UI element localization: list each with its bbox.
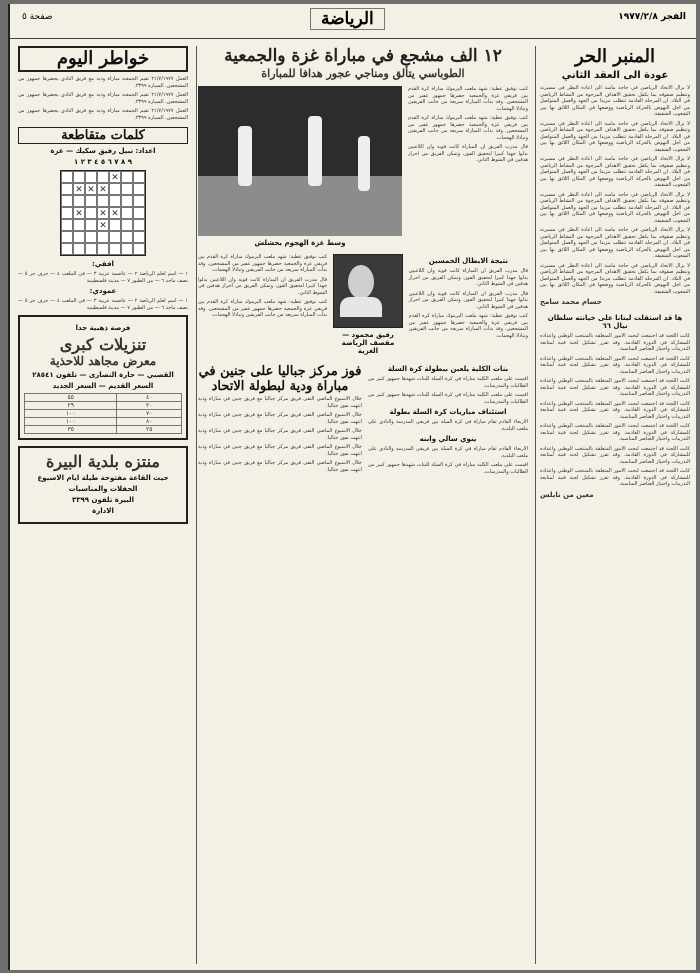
crossword-cell <box>73 195 85 207</box>
price-cell: ١٠٠ <box>25 418 117 426</box>
crossword-header: ٩ ٨ ٧ ٦ ٥ ٤ ٣ ٢ ١ <box>73 158 133 166</box>
price-row <box>25 418 182 426</box>
shoe-advertisement <box>18 315 188 440</box>
crossword-cell <box>133 195 145 207</box>
crossword-cell <box>133 207 145 219</box>
crossword-cell <box>61 171 73 183</box>
crossword-cell: ✕ <box>73 207 85 219</box>
crossword-down-label: عمودي: <box>89 287 117 295</box>
story-title: استئناف مباريات كرة السلة بطولة <box>389 408 507 416</box>
features-body: العمل ٢١/٧/١٩٧٧ تقيم الجمعية مباراة ودية مع فريق النادي يحضرها جمهور من المشجعين. السيارة ٣٣٩٩. <box>18 92 188 105</box>
crossword-cell <box>97 243 109 255</box>
crossword-cell <box>97 231 109 243</box>
crossword-cell <box>73 231 85 243</box>
story-body: اقيمت على ملعب الكلية مباراة في كرة السلة للبنات شهدها جمهور كبير من الطالبات والمدرسات. <box>368 376 528 389</box>
price-cell: ٢٠ <box>117 402 182 410</box>
crossword-cell <box>133 243 145 255</box>
crossword-cell <box>61 207 73 219</box>
crossword-cell <box>61 219 73 231</box>
second-article-body: كانت اللجنة قد اجتمعت لبحث الامور المتعلقة بالمنتخب الوطني واعداده للمشاركة في الدورة القادمة. وقد تقرر تشكيل لجنة فنية لمتابعة التدريبات واختيار العناصر المناسبة. <box>540 445 690 465</box>
ad-shop-name: معرض مجاهد للاحذية <box>49 354 157 368</box>
photo-caption: وسط غزة الهجوم يحشلش <box>254 239 346 247</box>
second-article-body: كانت اللجنة قد اجتمعت لبحث الامور المتعلقة بالمنتخب الوطني واعداده للمشاركة في الدورة القادمة. وقد تقرر تشكيل لجنة فنية لمتابعة التدريبات واختيار العناصر المناسبة. <box>540 423 690 442</box>
second-article-title: ها قد استقلت لبنانا على خيانته سلطان نيال ٦٦ <box>547 314 683 330</box>
crossword-cell <box>61 183 73 195</box>
newspaper-page <box>8 4 696 970</box>
story-body: كتب نوفيق عطية: شهد ملعب اليرموك مباراة كرة القدم بين فريقي غزة والجمعية حضرها جمهور غفير من المشجعين. وقد بدأت المباراة سريعة من جانب الفريقين وتبادلا الهجمات. <box>198 254 328 273</box>
story-body: كتب نوفيق عطية: شهد ملعب اليرموك مباراة كرة القدم بين فريقي غزة والجمعية حضرها جمهور غفير من المشجعين. وقد بدأت المباراة سريعة من جانب الفريقين وتبادلا الهجمات. <box>198 299 328 318</box>
crossword-cell <box>133 219 145 231</box>
story-body: اقيمت على ملعب الكلية مباراة في كرة السلة للبنات شهدها جمهور كبير من الطالبات والمدرسات. <box>368 392 528 405</box>
crossword-cell <box>61 243 73 255</box>
second-article-body: كانت اللجنة قد اجتمعت لبحث الامور المتعلقة بالمنتخب الوطني واعداده للمشاركة في الدورة القادمة. وقد تقرر تشكيل لجنة فنية لمتابعة التدريبات واختيار العناصر المناسبة. <box>540 400 690 420</box>
crossword-cell <box>133 171 145 183</box>
park-title: منتزه بلدية البيرة <box>46 452 160 471</box>
second-article-body: كانت اللجنة قد اجتمعت لبحث الامور المتعلقة بالمنتخب الوطني واعداده للمشاركة في الدورة القادمة. وقد تقرر تشكيل لجنة فنية لمتابعة التدريبات واختيار العناصر المناسبة. <box>540 355 690 375</box>
masthead <box>10 4 696 39</box>
price-cell: ١٠٠ <box>25 410 117 418</box>
crossword-cell <box>61 231 73 243</box>
opinion-subtitle: عودة الى العقد الثاني <box>561 70 669 81</box>
crossword-cell <box>73 219 85 231</box>
crossword-cell <box>109 195 121 207</box>
park-subtitle: حيث القاعة مفتوحة طيلة ايام الاسبوع <box>37 474 169 482</box>
crossword-cell: ✕ <box>109 171 121 183</box>
crossword-cell <box>133 231 145 243</box>
story-title: نتيجة الابطال الخمسين <box>428 257 509 265</box>
opinion-body: لا يزال الاتحاد الرياضي في حاجة ماسة الى اعادة النظر في مسيرته وتنظيم صفوفه بما يكفل تحقيق الاهداف المرجوة من النشاط الرياضي في البلاد. ان المرحلة القادمة تتطلب مزيدا من الجهد والعمل المتواصل من اجل النهوض بالحركة الرياضية ووضعها في المكان اللائق بها بين الشعوب الشقيقة. <box>540 156 690 188</box>
story-body: قال مدرب الفريق ان المباراة كانت قوية وان اللاعبين بذلوا جهدا كبيرا لتحقيق الفوز، وتمكن الفريق من احراز هدفين في الشوط الثاني. <box>408 268 528 287</box>
crossword-cell <box>121 183 133 195</box>
crossword-cell <box>73 243 85 255</box>
crossword-cell <box>109 231 121 243</box>
crossword-cell <box>121 195 133 207</box>
crossword-title: كلمات متقاطعة <box>18 127 188 144</box>
crossword-cell <box>73 171 85 183</box>
ad-tagline: فرصة ذهبية جدا <box>75 324 131 332</box>
crossword-cell <box>85 219 97 231</box>
story-body: الاربعاء القادم تقام مباراة في كرة السلة بين فريقي المدرسة والنادي على ملعب البلدية. <box>368 446 528 459</box>
second-article-body: كانت اللجنة قد اجتمعت لبحث الامور المتعلقة بالمنتخب الوطني واعداده للمشاركة في الدورة القادمة. وقد تقرر تشكيل لجنة فنية لمتابعة التدريبات واختيار العناصر المناسبة. <box>540 333 690 352</box>
price-cell: ٢٥ <box>117 426 182 434</box>
price-table <box>24 393 182 434</box>
football-photo <box>198 86 402 236</box>
crossword-cell: ✕ <box>85 183 97 195</box>
crossword-author: اعداد: نبيل رفيق سكيك — غزة <box>50 147 156 155</box>
page-number: صفحة ٥ <box>22 12 53 22</box>
opinion-body: لا يزال الاتحاد الرياضي في حاجة ماسة الى اعادة النظر في مسيرته وتنظيم صفوفه بما يكفل تحقيق الاهداف المرجوة من النشاط الرياضي في البلاد. ان المرحلة القادمة تتطلب مزيدا من الجهد والعمل المتواصل من اجل النهوض بالحركة الرياضية ووضعها في المكان اللائق بها بين الشعوب الشقيقة. <box>540 85 690 117</box>
crossword-cell <box>109 219 121 231</box>
crossword-cell <box>85 171 97 183</box>
story-headline: فوز مركز جباليا على جنين في مباراة ودية لبطولة الاتحاد <box>198 364 362 394</box>
story-body: الاربعاء القادم تقام مباراة في كرة السلة بين فريقي المدرسة والنادي على ملعب البلدية. <box>368 419 528 432</box>
crossword-cell <box>97 195 109 207</box>
story-body: اقيمت على ملعب الكلية مباراة في كرة السلة للبنات شهدها جمهور كبير من الطالبات والمدرسات. <box>368 462 528 475</box>
crossword-cell: ✕ <box>97 219 109 231</box>
opinion-body: لا يزال الاتحاد الرياضي في حاجة ماسة الى اعادة النظر في مسيرته وتنظيم صفوفه بما يكفل تحقيق الاهداف المرجوة من النشاط الرياضي في البلاد. ان المرحلة القادمة تتطلب مزيدا من الجهد والعمل المتواصل من اجل النهوض بالحركة الرياضية ووضعها في المكان اللائق بها بين الشعوب الشقيقة. <box>540 227 690 259</box>
crossword-cell <box>61 195 73 207</box>
crossword-cell <box>85 195 97 207</box>
opinion-body: لا يزال الاتحاد الرياضي في حاجة ماسة الى اعادة النظر في مسيرته وتنظيم صفوفه بما يكفل تحقيق الاهداف المرجوة من النشاط الرياضي في البلاد. ان المرحلة القادمة تتطلب مزيدا من الجهد والعمل المتواصل من اجل النهوض بالحركة الرياضية ووضعها في المكان اللائق بها بين الشعوب الشقيقة. <box>540 191 690 224</box>
price-row <box>25 402 182 410</box>
paper-date: الفجر ١٩٧٧/٢/٨ <box>618 12 686 22</box>
story-body: قال مدرب الفريق ان المباراة كانت قوية وان اللاعبين بذلوا جهدا كبيرا لتحقيق الفوز، وتمكن الفريق من احراز هدفين في الشوط الثاني. <box>198 276 328 296</box>
crossword-cell <box>121 171 133 183</box>
crossword-cell <box>85 207 97 219</box>
price-cell: ٤٠ <box>117 394 182 402</box>
story-body: خلال الاسبوع الماضي التقى فريق مركز جباليا مع فريق جنين في مباراة ودية انتهت بفوز جباليا. <box>198 428 362 441</box>
crossword-cell <box>109 183 121 195</box>
column-rule <box>535 46 536 964</box>
features-title: خواطر اليوم <box>18 46 188 72</box>
story-body: خلال الاسبوع الماضي التقى فريق مركز جباليا مع فريق جنين في مباراة ودية انتهت بفوز جباليا. <box>198 460 362 473</box>
story-column <box>408 86 528 250</box>
crossword-cell <box>85 243 97 255</box>
author-signature: حسام محمد سامح <box>540 298 602 306</box>
price-cell: ٨٠ <box>117 418 182 426</box>
portrait-caption: رفيق محمود — مقصف الرياضة الغزية <box>341 331 395 355</box>
story-body: قال مدرب الفريق ان المباراة كانت قوية وان اللاعبين بذلوا جهدا كبيرا لتحقيق الفوز، وتمكن الفريق من احراز هدفين في الشوط الثاني. <box>408 290 528 310</box>
crossword-cell <box>133 183 145 195</box>
crossword-cell <box>97 171 109 183</box>
ad-headline: تنزيلات كبرى <box>59 335 147 354</box>
features-body: العمل ٢١/٧/١٩٧٧ تقيم الجمعية مباراة ودية مع فريق النادي يحضرها جمهور من المشجعين. السيارة ٣٣٩٩. <box>18 76 188 89</box>
story-title: بنات الكلية يلعبن ببطولة كرة السلة <box>387 365 509 373</box>
opinion-body: لا يزال الاتحاد الرياضي في حاجة ماسة الى اعادة النظر في مسيرته وتنظيم صفوفه بما يكفل تحقيق الاهداف المرجوة من النشاط الرياضي في البلاد. ان المرحلة القادمة تتطلب مزيدا من الجهد والعمل المتواصل من اجل النهوض بالحركة الرياضية ووضعها في المكان اللائق بها بين الشعوب الشقيقة. <box>540 262 690 295</box>
story-body: قال مدرب الفريق ان المباراة كانت قوية وان اللاعبين بذلوا جهدا كبيرا لتحقيق الفوز، وتمكن الفريق من احراز هدفين في الشوط الثاني. <box>408 144 528 163</box>
crossword-cell <box>109 243 121 255</box>
crossword-clues: ١ — اسم لعلم الرياضة ٢ — عاصمة عربية ٣ — في الملعب ٤ — حرف جر ٥ — نصف ماجد ٦ — من الطيور ٧ — مدينة فلسطينية <box>18 271 188 284</box>
price-cell: ٢٩ <box>25 402 117 410</box>
crossword-cell <box>121 219 133 231</box>
second-article-body: كانت اللجنة قد اجتمعت لبحث الامور المتعلقة بالمنتخب الوطني واعداده للمشاركة في الدورة القادمة. وقد تقرر تشكيل لجنة فنية لمتابعة التدريبات واختيار العناصر المناسبة. <box>540 378 690 397</box>
park-events: الحفلات والمناسبات <box>68 485 138 493</box>
crossword-cell: ✕ <box>97 183 109 195</box>
price-cell: ٣٥ <box>25 426 117 434</box>
story-body: خلال الاسبوع الماضي التقى فريق مركز جباليا مع فريق جنين في مباراة ودية انتهت بفوز جباليا. <box>198 444 362 457</box>
story-body: خلال الاسبوع الماضي التقى فريق مركز جباليا مع فريق جنين في مباراة ودية انتهت بفوز جباليا. <box>198 412 362 425</box>
price-row <box>25 394 182 402</box>
story-body: كتب نوفيق عطية: شهد ملعب اليرموك مباراة كرة القدم بين فريقي غزة والجمعية حضرها جمهور غفير من المشجعين. وقد بدأت المباراة سريعة من جانب الفريقين وتبادلا الهجمات. <box>408 115 528 141</box>
story-body: كتب نوفيق عطية: شهد ملعب اليرموك مباراة كرة القدم بين فريقي غزة والجمعية حضرها جمهور غفير من المشجعين. وقد بدأت المباراة سريعة من جانب الفريقين وتبادلا الهجمات. <box>408 86 528 112</box>
crossword-cell <box>121 231 133 243</box>
park-advertisement <box>18 446 188 524</box>
story-title: ينوي سالي وابنه <box>419 435 477 443</box>
crossword-clues: ١ — اسم لعلم الرياضة ٢ — عاصمة عربية ٣ — في الملعب ٤ — حرف جر ٥ — نصف ماجد ٦ — من الطيور ٧ — مدينة فلسطينية <box>18 298 188 311</box>
opinion-title: المنبر الحر <box>575 46 655 67</box>
player-portrait <box>333 254 403 328</box>
ad-address: القصبي — حارة النصارى — تلفون ٢٨٥٤١ <box>32 371 174 379</box>
opinion-body: لا يزال الاتحاد الرياضي في حاجة ماسة الى اعادة النظر في مسيرته وتنظيم صفوفه بما يكفل تحقيق الاهداف المرجوة من النشاط الرياضي في البلاد. ان المرحلة القادمة تتطلب مزيدا من الجهد والعمل المتواصل من اجل النهوض بالحركة الرياضية ووضعها في المكان اللائق بها بين الشعوب الشقيقة. <box>540 120 690 153</box>
column-rule <box>196 46 197 964</box>
features-column <box>18 46 188 961</box>
price-cell: ٧٠ <box>117 410 182 418</box>
price-row <box>25 426 182 434</box>
features-body: العمل ٢١/٧/١٩٧٧ تقيم الجمعية مباراة ودية مع فريق النادي يحضرها جمهور من المشجعين. السيارة ٣٣٩٩. <box>18 108 188 121</box>
crossword-cell: ✕ <box>109 207 121 219</box>
main-subheadline: الطوباسي يتألق ومناجي عجور هدافا للمباراة <box>261 67 465 80</box>
price-header: السعر القديم — السعر الجديد <box>52 382 154 390</box>
crossword-cell: ✕ <box>97 207 109 219</box>
price-cell: ٥٥ <box>25 394 117 402</box>
crossword-cell <box>121 243 133 255</box>
park-phone: البيرة تلفون ٣٣٩٩ <box>71 496 135 504</box>
story-body: خلال الاسبوع الماضي التقى فريق مركز جباليا مع فريق جنين في مباراة ودية انتهت بفوز جباليا. <box>198 396 362 409</box>
park-footer: الادارة <box>92 507 114 515</box>
crossword-cell <box>121 207 133 219</box>
section-title: الرياضة <box>310 8 385 30</box>
sports-main-column <box>198 46 528 616</box>
opinion-column <box>540 46 690 961</box>
main-headline: ١٢ الف مشجع في مباراة غزة والجمعية <box>224 46 502 66</box>
crossword-cell: ✕ <box>73 183 85 195</box>
footer-signature: معين من نابلس <box>540 490 594 499</box>
story-body: كتب نوفيق عطية: شهد ملعب اليرموك مباراة كرة القدم بين فريقي غزة والجمعية حضرها جمهور غفير من المشجعين. وقد بدأت المباراة سريعة من جانب الفريقين وتبادلا الهجمات. <box>408 313 528 339</box>
crossword-grid <box>60 170 146 256</box>
crossword-across-label: افقي: <box>92 260 114 268</box>
price-row <box>25 410 182 418</box>
second-article-body: كانت اللجنة قد اجتمعت لبحث الامور المتعلقة بالمنتخب الوطني واعداده للمشاركة في الدورة القادمة. وقد تقرر تشكيل لجنة فنية لمتابعة التدريبات واختيار العناصر المناسبة. <box>540 468 690 487</box>
crossword-cell <box>85 231 97 243</box>
